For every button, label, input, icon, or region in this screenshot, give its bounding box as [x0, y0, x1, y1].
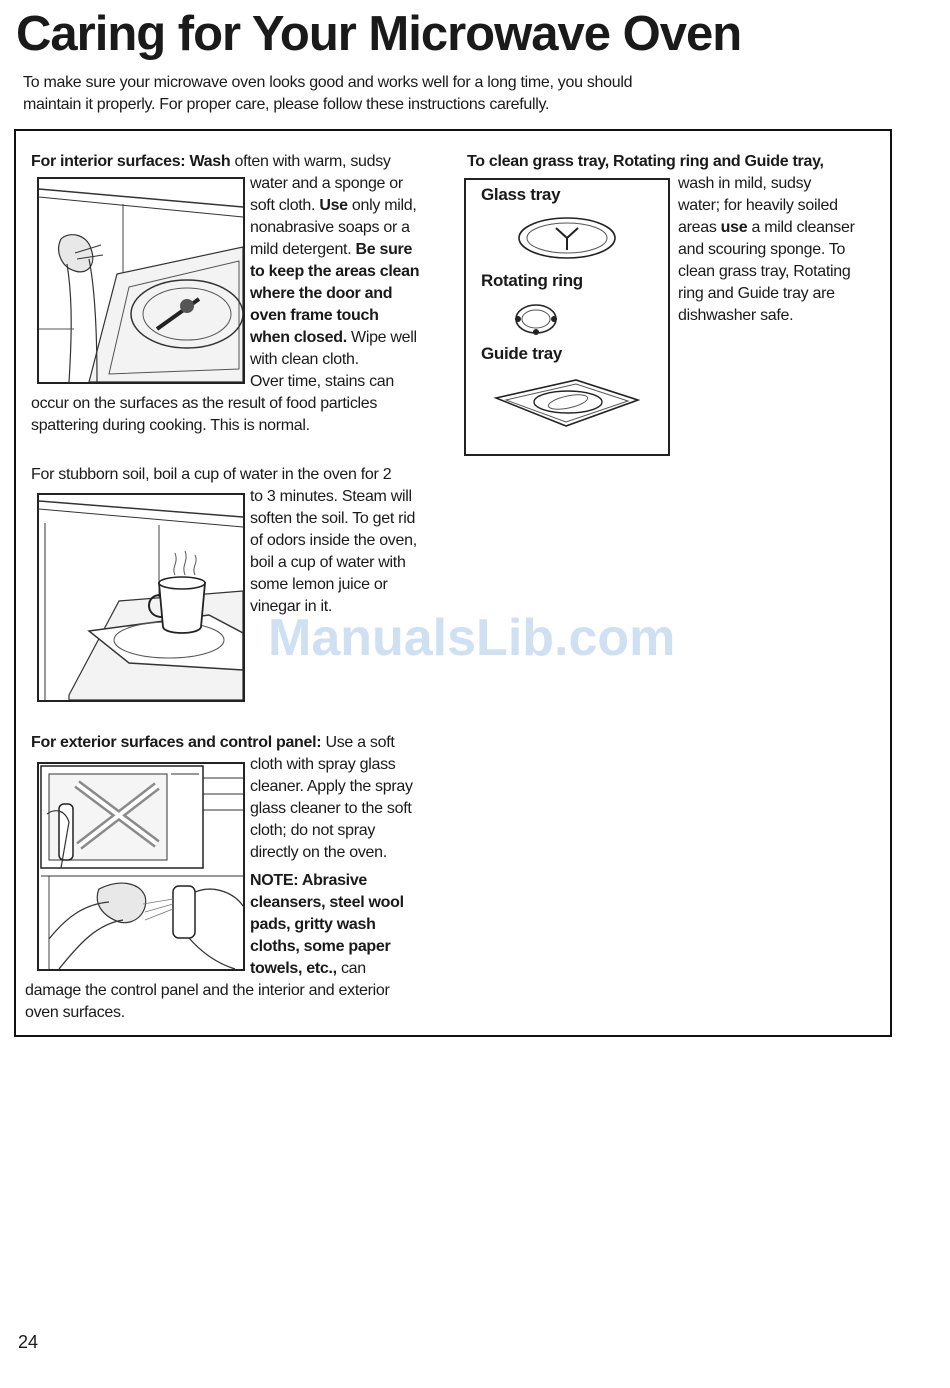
tray-line [678, 217, 855, 239]
interior-bold: Use [319, 197, 348, 214]
exterior-line: cloth with spray glass [250, 756, 396, 773]
tray-parts-drawing [466, 180, 668, 454]
stubborn-line: of odors inside the oven, [250, 532, 417, 549]
intro-paragraph [23, 72, 763, 116]
exterior-bold: towels, etc., [250, 960, 337, 977]
steam-cup-illustration [37, 493, 245, 702]
exterior-heading: For exterior surfaces and control panel: [31, 734, 322, 751]
interior-line: spattering during cooking. This is normal. [31, 417, 310, 434]
exterior-cleaning-illustration [37, 762, 245, 971]
watermark: ManualsLib.com [268, 609, 676, 667]
tray-heading: To clean grass tray, Rotating ring and Guide tray, [467, 153, 824, 170]
tray-line: ring and Guide tray are [678, 285, 835, 302]
interior-line: with clean cloth. [250, 351, 359, 368]
stubborn-line: boil a cup of water with [250, 554, 406, 571]
interior-line: nonabrasive soaps or a [250, 219, 410, 236]
stubborn-line: some lemon juice or [250, 576, 388, 593]
guide-tray-label: Guide tray [481, 344, 563, 363]
page-title: Caring for Your Microwave Oven [16, 7, 742, 61]
interior-text: often with warm, sudsy [230, 153, 391, 170]
exterior-cleaning-drawing [39, 764, 243, 969]
stubborn-line: vinegar in it. [250, 598, 333, 615]
tray-bold: use [720, 219, 748, 236]
tray-text: a mild cleanser [747, 219, 855, 236]
exterior-note-line: pads, gritty wash [250, 916, 376, 933]
exterior-line: glass cleaner to the soft [250, 800, 412, 817]
exterior-line: cleaner. Apply the spray [250, 778, 413, 795]
interior-line [250, 239, 412, 261]
page-number: 24 [18, 1332, 39, 1352]
interior-bold: Be sure [355, 241, 413, 258]
interior-text: soft cloth. [250, 197, 320, 214]
tray-line: and scouring sponge. To [678, 241, 846, 258]
steam-cup-drawing [39, 495, 243, 700]
interior-line: water and a sponge or [250, 175, 403, 192]
exterior-line: oven surfaces. [25, 1004, 125, 1021]
tray-line: wash in mild, sudsy [678, 175, 812, 192]
interior-line: oven frame touch [250, 307, 379, 324]
exterior-note-line: NOTE: Abrasive [250, 872, 368, 889]
exterior-note-line [250, 958, 366, 980]
interior-text: Wipe well [346, 329, 417, 346]
interior-line: occur on the surfaces as the result of food particles [31, 395, 378, 412]
tray-text: areas [678, 219, 721, 236]
intro-line: maintain it properly. For proper care, please follow these instructions carefully. [23, 96, 550, 113]
stubborn-line: soften the soil. To get rid [250, 510, 416, 527]
interior-bold: when closed. [250, 329, 347, 346]
interior-heading: For interior surfaces: Wash [31, 153, 231, 170]
interior-heading-line [31, 151, 391, 173]
intro-line: To make sure your microwave oven looks good and works well for a long time, you should [23, 74, 633, 91]
interior-line [250, 327, 417, 349]
interior-cleaning-illustration [37, 177, 245, 384]
stubborn-line: For stubborn soil, boil a cup of water in the oven for 2 [31, 466, 392, 483]
rotating-ring-label: Rotating ring [481, 271, 583, 290]
interior-line: Over time, stains can [250, 373, 394, 390]
interior-cleaning-drawing [39, 179, 243, 382]
interior-line: to keep the areas clean [250, 263, 420, 280]
exterior-heading-line [31, 732, 395, 754]
interior-text: only mild, [347, 197, 417, 214]
tray-parts-illustration [464, 178, 670, 456]
tray-line: clean grass tray, Rotating [678, 263, 851, 280]
exterior-line: damage the control panel and the interior and exterior [25, 982, 390, 999]
tray-line: water; for heavily soiled [678, 197, 838, 214]
interior-line [250, 195, 417, 217]
exterior-note-line: cloths, some paper [250, 938, 391, 955]
stubborn-line: to 3 minutes. Steam will [250, 488, 412, 505]
exterior-line: directly on the oven. [250, 844, 387, 861]
exterior-line: cloth; do not spray [250, 822, 376, 839]
exterior-text: Use a soft [321, 734, 395, 751]
tray-line: dishwasher safe. [678, 307, 794, 324]
exterior-note-line: cleansers, steel wool [250, 894, 404, 911]
interior-text: mild detergent. [250, 241, 356, 258]
glass-tray-label: Glass tray [481, 185, 561, 204]
interior-line: where the door and [250, 285, 393, 302]
guide-tray-shape [496, 380, 638, 426]
exterior-text: can [336, 960, 366, 977]
